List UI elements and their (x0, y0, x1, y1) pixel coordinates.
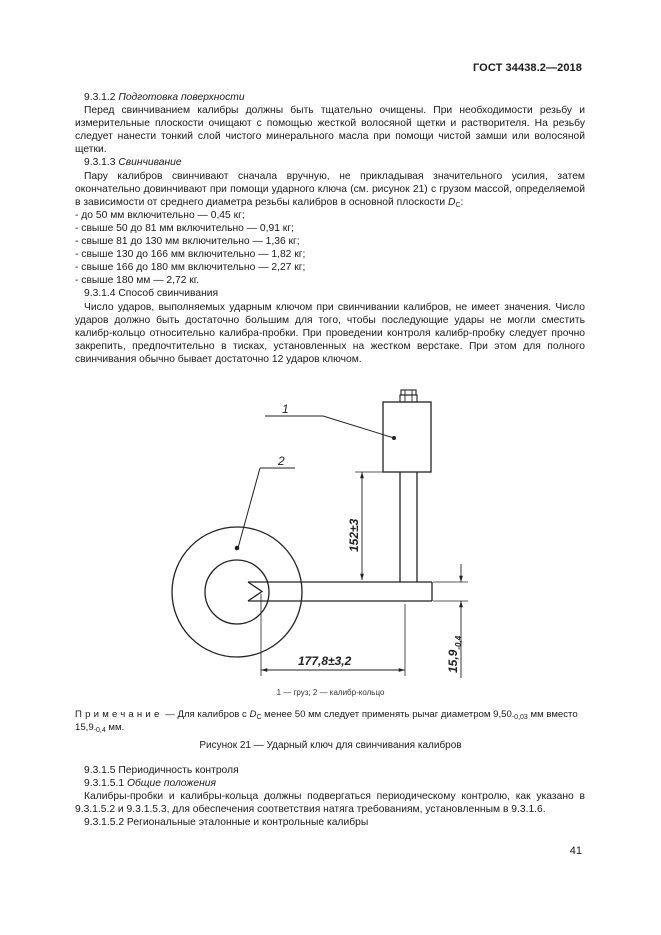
section-9-3-1-5-heading: 9.3.1.5 Периодичность контроля (84, 765, 239, 776)
dimension-vertical (347, 472, 398, 580)
ring-gauge (172, 527, 302, 657)
weight-list (75, 209, 585, 288)
section-9-3-1-5-1-text: Калибры-пробки и калибры-кольца должны подвергаться периодическому контролю, как указано в 9.3.1.5.2 и 9.3.1.5.3, для обеспечения соответствия натяга требованиям, установленным в 9.3.1.6. (75, 791, 585, 816)
figure-caption: Рисунок 21 — Ударный ключ для свинчивания калибров (199, 740, 462, 751)
section-9-3-1-3-text: Пару калибров свинчивают сначала вручную, не прикладывая значительного усилия, затем окончательно довинчивают при помощи ударного ключа (см. рисунок 21) с грузом массой, определяемой в зависимости от среднего диаметра резьбы калибров в основной плоскости $D_C$: (75, 170, 585, 209)
label-2: 2 (278, 454, 285, 468)
figure-note: Примечание — Для калибров с $D_C$ менее 50 мм следует применять рычаг диаметром $9,50_{-0,03}$ мм вместо $15,9_{-0,4}$ мм. (75, 709, 578, 734)
handle-rod (248, 582, 432, 601)
list-item: - свыше 50 до 81 мм включительно — 0,91 кг; (75, 222, 294, 234)
list-item: - свыше 166 до 180 мм включительно — 2,27 кг; (75, 262, 306, 274)
section-9-3-1-2-text: Перед свинчиванием калибры должны быть тщательно очищены. При необходимости резьбу и измерительные плоскости очищают с помощью жесткой волосяной щетки и растворителя. На резьбу следует нанести тонкий слой чистого минерального масла при помощи чистой замши или волосяной щетки. (75, 105, 585, 156)
figure-21-drawing (150, 368, 480, 713)
main-text-continued (75, 764, 585, 829)
weight-block (383, 390, 431, 472)
standard-header: ГОСТ 34438.2—2018 (472, 62, 582, 74)
section-9-3-1-4-text: Число ударов, выполняемых ударным ключом при свинчивании калибров, не имеет значения. Число ударов должно быть достаточно большим для того, чтобы последующие удары не могли сместить калибр-кольцо относительно калибра-пробки. При проведении контроля калибр-пробку следует прочно закрепить, предпочтительно в тисках, установленных на жестком верстаке. При этом для полного свинчивания обычно бывает достаточно 12 ударов ключом. (75, 301, 585, 365)
section-9-3-1-2-heading (75, 91, 585, 104)
list-item: - свыше 81 до 130 мм включительно — 1,36 кг; (75, 236, 300, 248)
dim-177: 177,8±3,2 (298, 654, 352, 668)
vertical-rod (400, 472, 417, 582)
main-text (75, 91, 585, 366)
dim-152: 152±3 (347, 518, 361, 552)
note-label: Примечание (75, 709, 163, 720)
dimension-diameter (433, 564, 468, 678)
section-9-3-1-5-1-heading: 9.3.1.5.1 Общие положения (84, 778, 216, 790)
list-item: - свыше 180 мм — 2,72 кг. (75, 275, 200, 287)
section-9-3-1-5-2-heading: 9.3.1.5.2 Региональные эталонные и контрольные калибры (84, 817, 369, 829)
list-item: - свыше 130 до 166 мм включительно — 1,82 кг; (75, 249, 306, 261)
dimension-horizontal (261, 594, 405, 676)
section-number: 9.3.1.2 (84, 92, 119, 103)
section-9-3-1-3-heading (75, 156, 585, 169)
section-9-3-1-4-heading: 9.3.1.4 Способ свинчивания (84, 288, 219, 300)
symbol-dc: D (448, 196, 456, 208)
label-1: 1 (282, 402, 289, 416)
leader-1 (265, 402, 394, 438)
section-number: 9.3.1.3 (84, 157, 119, 169)
figure-legend: 1 — груз; 2 — калибр-кольцо (276, 688, 385, 697)
page-number: 41 (569, 845, 582, 857)
section-title: Подготовка поверхности (118, 92, 245, 103)
list-item: - до 50 мм включительно — 0,45 кг; (75, 209, 245, 221)
section-title: Свинчивание (118, 157, 182, 169)
dim-15-9: $15,9_{-0,4}$ (446, 635, 463, 673)
